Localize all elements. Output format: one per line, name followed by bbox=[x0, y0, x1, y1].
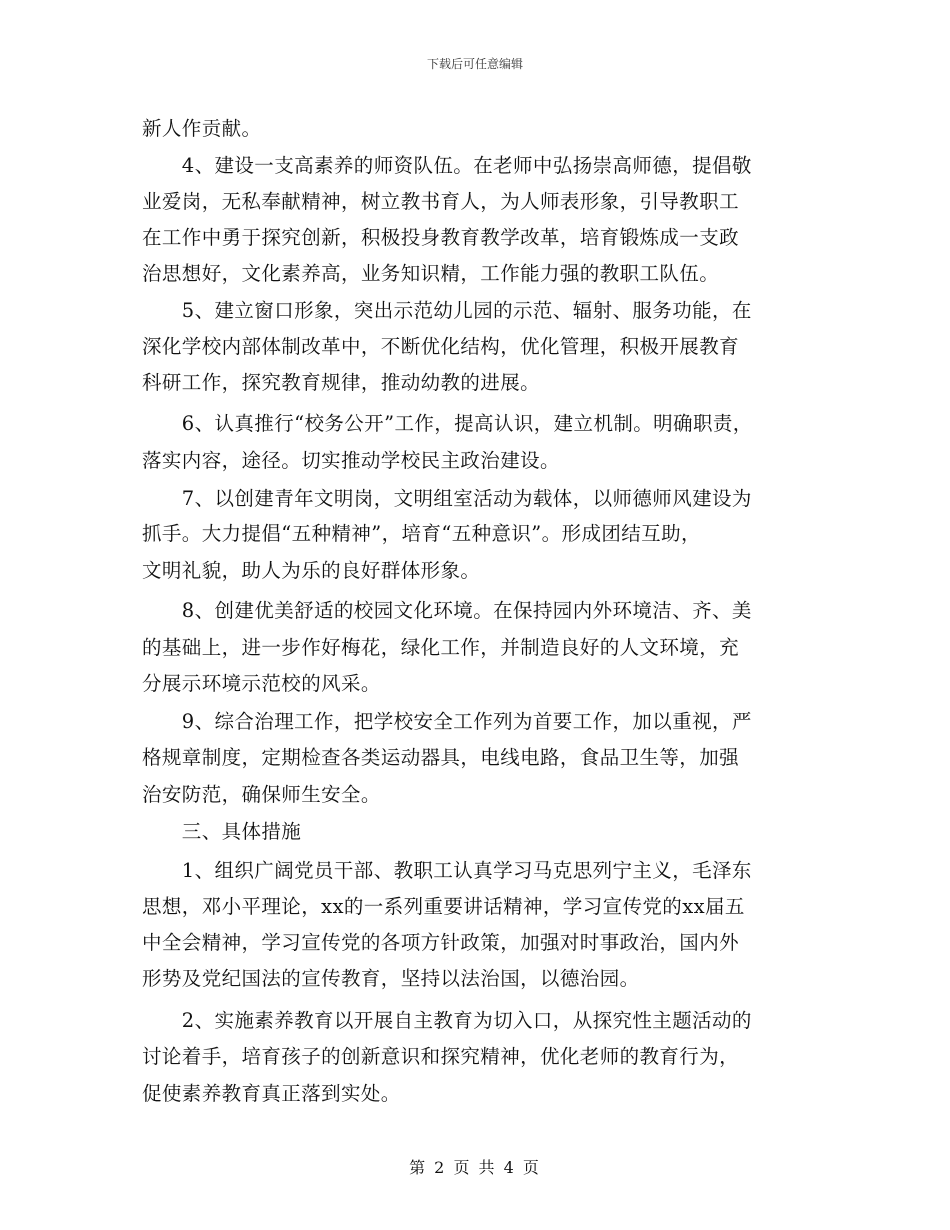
text-line: 业爱岗，无私奉献精神，树立教书育人，为人师表形象，引导教职工 bbox=[142, 190, 740, 213]
text-line: 8、创建优美舒适的校园文化环境。在保持园内外环境洁、齐、美 bbox=[142, 599, 752, 622]
text-line: 抓手。大力提倡“五种精神”，培育“五种意识”。形成团结互助， bbox=[142, 522, 701, 545]
text-line: 4、建设一支高素养的师资队伍。在老师中弘扬崇高师德，提倡敬 bbox=[142, 154, 752, 177]
page-header: 下载后可任意编辑 bbox=[426, 57, 523, 71]
section-heading: 三、具体措施 bbox=[142, 820, 302, 843]
text-line: 在工作中勇于探究创新，积极投身教育教学改革，培育锻炼成一支政 bbox=[142, 226, 740, 249]
text-line: 讨论着手，培育孩子的创新意识和探究精神，优化老师的教育行为， bbox=[142, 1045, 740, 1068]
text-line: 格规章制度，定期检查各类运动器具，电线电路，食品卫生等，加强 bbox=[142, 746, 740, 769]
text-line: 文明礼貌，助人为乐的良好群体形象。 bbox=[142, 559, 481, 582]
text-line: 1、组织广阔党员干部、教职工认真学习马克思列宁主义，毛泽东 bbox=[142, 859, 752, 882]
text-line: 9、综合治理工作，把学校安全工作列为首要工作，加以重视，严 bbox=[142, 710, 752, 733]
text-line: 7、以创建青年文明岗，文明组室活动为载体，以师德师风建设为 bbox=[142, 487, 752, 510]
text-line: 形势及党纪国法的宣传教育，坚持以法治国，以德治园。 bbox=[142, 967, 640, 990]
text-line: 新人作贡献。 bbox=[142, 117, 262, 140]
text-line: 分展示环境示范校的风采。 bbox=[142, 672, 381, 695]
text-line: 落实内容，途径。切实推动学校民主政治建设。 bbox=[142, 449, 560, 472]
text-line: 6、认真推行“校务公开”工作，提高认识，建立机制。明确职责， bbox=[142, 412, 753, 435]
text-line: 促使素养教育真正落到实处。 bbox=[142, 1082, 401, 1105]
text-line: 5、建立窗口形象，突出示范幼儿园的示范、辐射、服务功能，在 bbox=[142, 299, 752, 322]
text-line: 2、实施素养教育以开展自主教育为切入口，从探究性主题活动的 bbox=[142, 1009, 752, 1032]
page-number: 第 2 页 共 4 页 bbox=[409, 1158, 541, 1177]
text-line: 深化学校内部体制改革中，不断优化结构，优化管理，积极开展教育 bbox=[142, 335, 740, 358]
text-line: 思想，邓小平理论，xx的一系列重要讲话精神，学习宣传党的xx届五 bbox=[142, 895, 745, 918]
text-line: 中全会精神，学习宣传党的各项方针政策，加强对时事政治，国内外 bbox=[142, 931, 740, 954]
text-line: 科研工作，探究教育规律，推动幼教的进展。 bbox=[142, 371, 541, 394]
text-line: 治安防范，确保师生安全。 bbox=[142, 783, 381, 806]
text-line: 治思想好，文化素养高，业务知识精，工作能力强的教职工队伍。 bbox=[142, 262, 720, 285]
text-line: 的基础上，进一步作好梅花，绿化工作，并制造良好的人文环境，充 bbox=[142, 636, 740, 659]
